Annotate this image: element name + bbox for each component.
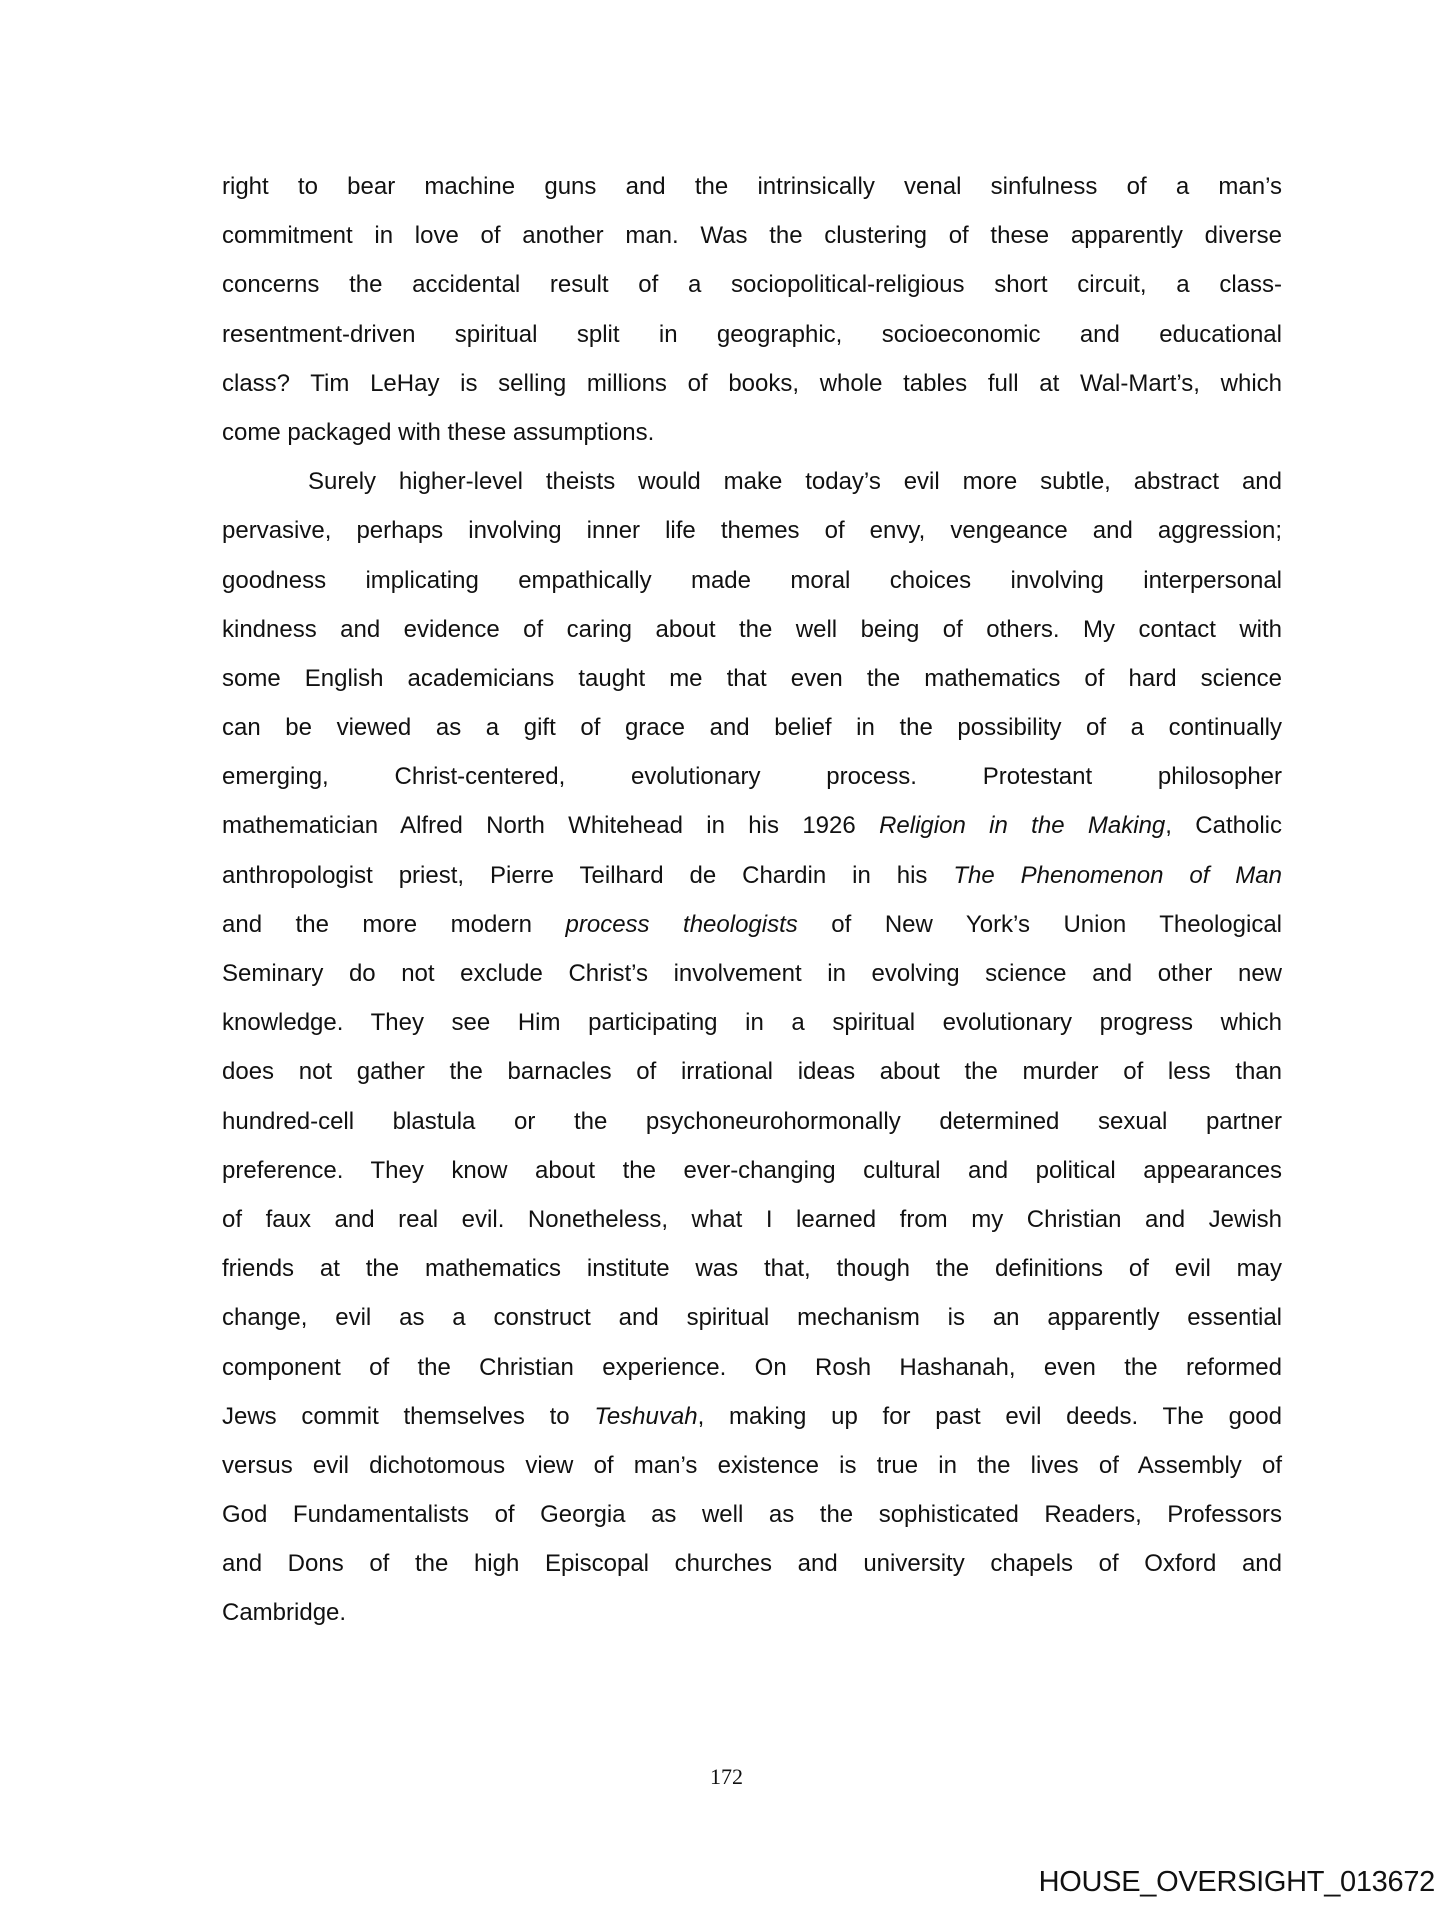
text-line bbox=[222, 703, 1282, 752]
italic-title: Religion in the Making bbox=[879, 812, 1166, 840]
text-line bbox=[222, 556, 1282, 605]
text-segment: preference. They know about the ever-changing cultural and political appearances bbox=[222, 1156, 1282, 1184]
text-segment: class? Tim LeHay is selling millions of books, whole tables full at Wal-Mart’s, which bbox=[222, 369, 1282, 397]
text-segment: commitment in love of another man. Was the clustering of these apparently diverse bbox=[222, 222, 1282, 250]
text-segment: right to bear machine guns and the intrinsically venal sinfulness of a man’s bbox=[222, 173, 1282, 200]
text-line bbox=[222, 752, 1282, 801]
text-segment: and the more modern bbox=[222, 910, 566, 938]
text-segment: concerns the accidental result of a sociopolitical-religious short circuit, a class- bbox=[222, 271, 1282, 299]
text-segment: of New York’s Union Theological bbox=[797, 910, 1282, 938]
text-segment: Jews commit themselves to bbox=[222, 1402, 595, 1430]
text-segment: Cambridge. bbox=[222, 1599, 347, 1627]
text-line bbox=[222, 211, 1282, 260]
text-line bbox=[222, 1195, 1282, 1244]
text-line bbox=[222, 359, 1282, 408]
text-segment: resentment-driven spiritual split in geographic, socioeconomic and educational bbox=[222, 320, 1282, 348]
text-line bbox=[222, 1490, 1282, 1539]
text-line bbox=[222, 1539, 1282, 1588]
text-line bbox=[222, 949, 1282, 998]
text-segment: and Dons of the high Episcopal churches and university chapels of Oxford and bbox=[222, 1550, 1282, 1578]
text-segment: goodness implicating empathically made moral choices involving interpersonal bbox=[222, 566, 1282, 594]
text-line bbox=[222, 457, 1282, 506]
text-line bbox=[222, 1097, 1282, 1146]
text-line bbox=[222, 801, 1282, 850]
text-line bbox=[222, 1047, 1282, 1096]
text-segment: God Fundamentalists of Georgia as well as the sophisticated Readers, Professors bbox=[222, 1501, 1282, 1529]
text-line bbox=[222, 1392, 1282, 1441]
text-segment: component of the Christian experience. On Rosh Hashanah, even the reformed bbox=[222, 1353, 1282, 1381]
text-segment: change, evil as a construct and spiritual mechanism is an apparently essential bbox=[222, 1304, 1282, 1332]
paragraph bbox=[222, 162, 1282, 457]
text-segment: come packaged with these assumptions. bbox=[222, 418, 655, 446]
text-segment: pervasive, perhaps involving inner life themes of envy, vengeance and aggression; bbox=[222, 517, 1282, 545]
italic-title: process theologists bbox=[565, 910, 798, 938]
italic-title: Teshuvah bbox=[594, 1402, 698, 1430]
text-line bbox=[222, 162, 1282, 211]
text-segment: versus evil dichotomous view of man’s existence is true in the lives of Assembly of bbox=[222, 1451, 1282, 1479]
text-segment: Surely higher-level theists would make today’s evil more subtle, abstract and bbox=[308, 468, 1282, 496]
text-segment: of faux and real evil. Nonetheless, what I learned from my Christian and Jewish bbox=[222, 1205, 1282, 1233]
text-segment: mathematician Alfred North Whitehead in his 1926 bbox=[222, 812, 880, 840]
text-line bbox=[222, 1293, 1282, 1342]
text-line bbox=[222, 260, 1282, 309]
text-segment: anthropologist priest, Pierre Teilhard de Chardin in his bbox=[222, 861, 954, 889]
text-line bbox=[222, 605, 1282, 654]
text-line bbox=[222, 998, 1282, 1047]
text-segment: kindness and evidence of caring about the well being of others. My contact with bbox=[222, 615, 1282, 643]
text-line bbox=[222, 654, 1282, 703]
text-line bbox=[222, 1343, 1282, 1392]
text-segment: friends at the mathematics institute was that, though the definitions of evil may bbox=[222, 1255, 1282, 1283]
text-segment: knowledge. They see Him participating in a spiritual evolutionary progress which bbox=[222, 1009, 1282, 1037]
text-line bbox=[222, 851, 1282, 900]
body-text bbox=[222, 162, 1282, 1638]
italic-title: The Phenomenon of Man bbox=[953, 861, 1282, 889]
text-line bbox=[222, 900, 1282, 949]
text-segment: , making up for past evil deeds. The good bbox=[697, 1402, 1282, 1430]
text-segment: hundred-cell blastula or the psychoneurohormonally determined sexual partner bbox=[222, 1107, 1282, 1135]
page-number: 172 bbox=[710, 1764, 743, 1789]
paragraph bbox=[222, 457, 1282, 1638]
text-segment: , Catholic bbox=[1165, 812, 1282, 840]
text-line bbox=[222, 408, 1282, 457]
text-segment: emerging, Christ-centered, evolutionary process. Protestant philosopher bbox=[222, 763, 1282, 791]
text-line bbox=[222, 1244, 1282, 1293]
text-segment: some English academicians taught me that even the mathematics of hard science bbox=[222, 664, 1282, 692]
bates-stamp: HOUSE_OVERSIGHT_013672 bbox=[1038, 1866, 1435, 1898]
text-line bbox=[222, 1146, 1282, 1195]
text-line bbox=[222, 506, 1282, 555]
text-line bbox=[222, 1441, 1282, 1490]
text-segment: can be viewed as a gift of grace and belief in the possibility of a continually bbox=[222, 714, 1282, 742]
text-segment: does not gather the barnacles of irrational ideas about the murder of less than bbox=[222, 1058, 1282, 1086]
text-line bbox=[222, 310, 1282, 359]
text-segment: Seminary do not exclude Christ’s involvement in evolving science and other new bbox=[222, 960, 1282, 987]
text-line bbox=[222, 1588, 1282, 1637]
